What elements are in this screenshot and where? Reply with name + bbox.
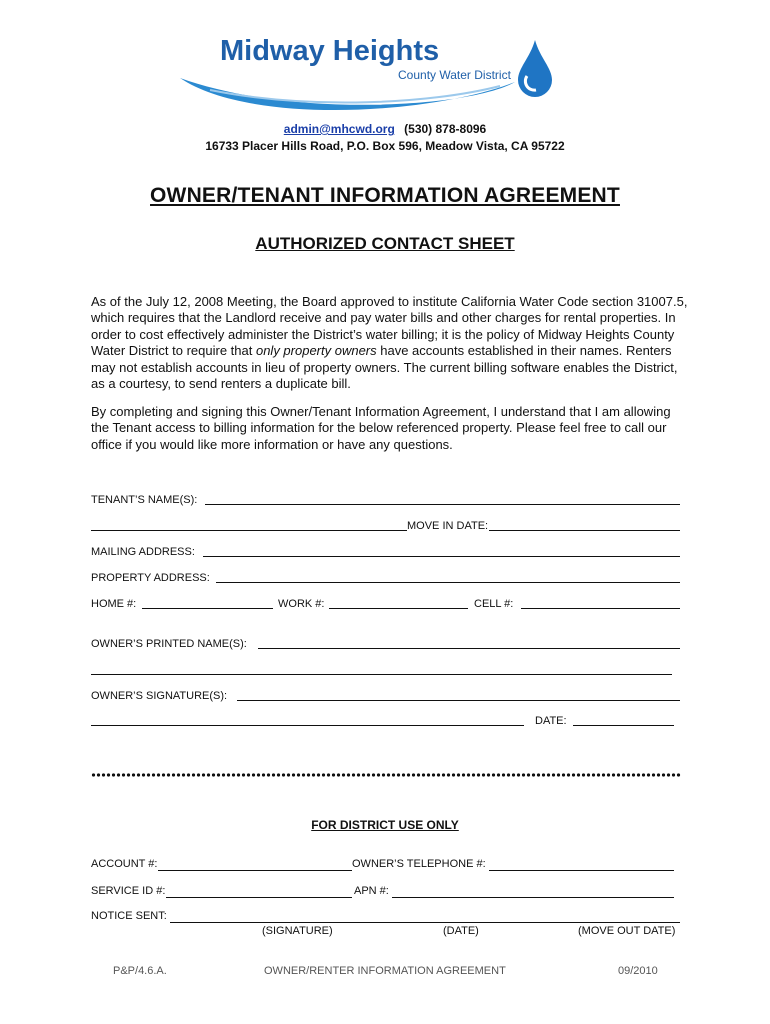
service-id-line[interactable] [166, 897, 352, 898]
notice-date-caption: (DATE) [443, 925, 479, 937]
service-id-label: SERVICE ID #: [91, 885, 166, 897]
tenant-name-label: TENANT’S NAME(S): [91, 494, 198, 506]
agreement-paragraph: By completing and signing this Owner/Tenant Information Agreement, I understand that I am allowing the Tenant access to billing information for the below referenced property. Please feel free to call our office if you would like more information or have any questions. [91, 404, 671, 452]
owner-telephone-label: OWNER’S TELEPHONE #: [352, 858, 486, 870]
owner-signature-line-2[interactable] [91, 725, 524, 726]
account-line[interactable] [158, 870, 352, 871]
signature-date-line[interactable] [573, 725, 674, 726]
notice-sent-label: NOTICE SENT: [91, 910, 167, 922]
logo-title: Midway Heights [220, 35, 440, 67]
home-phone-label: HOME #: [91, 598, 137, 610]
notice-sent-line[interactable] [170, 922, 680, 923]
signature-date-label: DATE: [535, 715, 567, 727]
cell-phone-label: CELL #: [474, 598, 514, 610]
policy-text-1: As of the July 12, 2008 Meeting, the Board approved to institute California Water Code section 31007.5, which requires that the Landlord receive and pay water bills and other charges for rental properties. In order to cost effectively administer the District’s water billing; it is the policy of Midway Heights County Water District to require that [91, 294, 688, 359]
mailing-address-label: MAILING ADDRESS: [91, 546, 195, 558]
district-logo [170, 30, 590, 120]
owner-signature-label: OWNER’S SIGNATURE(S): [91, 690, 228, 702]
mailing-address-line[interactable] [203, 556, 680, 557]
address-line: 16733 Placer Hills Road, P.O. Box 596, Meadow Vista, CA 95722 [205, 139, 565, 153]
page-title: OWNER/TENANT INFORMATION AGREEMENT [150, 184, 620, 207]
property-address-label: PROPERTY ADDRESS: [91, 572, 210, 584]
owner-name-line-2[interactable] [91, 674, 672, 675]
notice-signature-caption: (SIGNATURE) [262, 925, 333, 937]
account-label: ACCOUNT #: [91, 858, 158, 870]
logo-subtitle: County Water District [398, 68, 511, 82]
policy-text-2: have accounts established in their names. Renters may not establish accounts in lieu of property owners. The current billing software enables the District, as a courtesy, to send renters a duplicate bill. [91, 343, 678, 392]
owner-name-line[interactable] [258, 648, 680, 649]
contact-line [0, 122, 770, 136]
apn-label: APN #: [354, 885, 389, 897]
phone-number: (530) 878-8096 [404, 122, 487, 136]
owner-name-label: OWNER’S PRINTED NAME(S): [91, 638, 247, 650]
cell-phone-line[interactable] [521, 608, 680, 609]
tenant-name-line[interactable] [205, 504, 680, 505]
district-use-heading: FOR DISTRICT USE ONLY [311, 818, 459, 832]
apn-line[interactable] [392, 897, 674, 898]
section-divider [91, 772, 681, 778]
work-phone-line[interactable] [329, 608, 468, 609]
footer-revision-date: 09/2010 [618, 965, 658, 977]
footer-form-title: OWNER/RENTER INFORMATION AGREEMENT [264, 965, 506, 977]
footer-form-code: P&P/4.6.A. [113, 965, 167, 977]
owner-telephone-line[interactable] [489, 870, 674, 871]
policy-paragraph [91, 294, 691, 392]
move-out-date-caption: (MOVE OUT DATE) [578, 925, 676, 937]
page-subtitle: AUTHORIZED CONTACT SHEET [255, 234, 515, 253]
owner-signature-line[interactable] [237, 700, 680, 701]
email-link[interactable]: admin@mhcwd.org [283, 122, 395, 136]
property-address-line[interactable] [216, 582, 680, 583]
home-phone-line[interactable] [142, 608, 273, 609]
policy-italic: only property owners [255, 343, 377, 359]
move-in-date-line[interactable] [489, 530, 680, 531]
work-phone-label: WORK #: [278, 598, 325, 610]
tenant-name-line-2[interactable] [91, 530, 407, 531]
move-in-date-label: MOVE IN DATE: [407, 520, 489, 532]
